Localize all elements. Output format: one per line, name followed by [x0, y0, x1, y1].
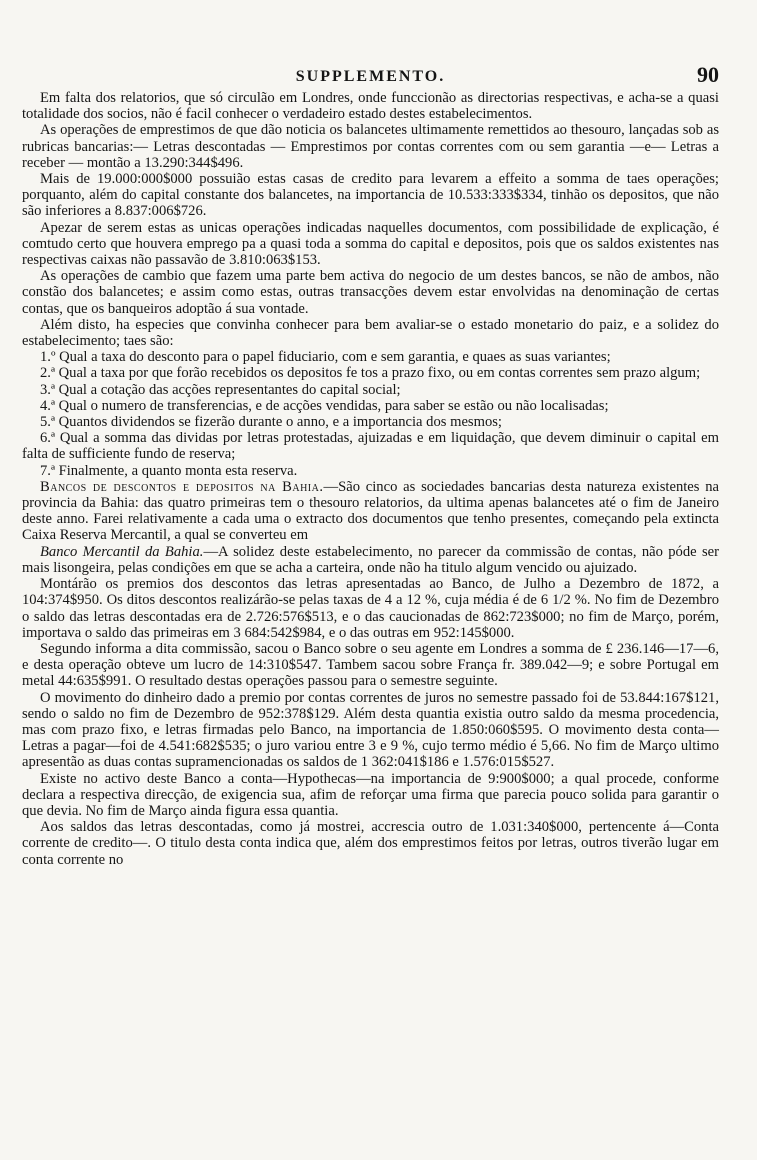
paragraph: Aos saldos das letras descontadas, como já mostrei, accrescia outro de 1.031:340$000, pertencente á—Conta corrente de credito—. O titulo desta conta indica que, além dos emprestimos feitos por letras, outros tiverão lugar em conta corrente no — [22, 819, 719, 868]
section-text: —São cinco as sociedades bancarias desta natureza existentes na provincia da Bahia: das quatro primeiras tem o thesouro relatorios, da ultima apenas balancetes até o fim de Janeiro deste anno. Farei relativamente a cada uma o extracto dos documentos que tenho presentes, começando pela extincta Caixa Reserva Mercantil, a qual se converteu em — [22, 478, 720, 544]
paragraph: As operações de emprestimos de que dão noticia os balancetes ultimamente remettidos ao thesouro, lançadas sob as rubricas bancarias:— Letras descontadas — Emprestimos por contas correntes com ou sem garantia —e— Letras a receber — montão a 13.290:344$496. — [22, 122, 719, 171]
list-item: 6.ª Qual a somma das dividas por letras protestadas, ajuizadas e em liquidação, que devem diminuir o capital em falta de sufficiente fundo de reserva; — [22, 430, 719, 463]
paragraph: O movimento do dinheiro dado a premio por contas correntes de juros no semestre passado foi de 53.844:167$121, sendo o saldo no fim de Dezembro de 952:378$129. Além desta quantia existia outro saldo da mesma procedencia, mas com prazo fixo, e letras firmadas pelo Banco, na importancia de 1.850:060$595. O movimento desta conta—Letras a pagar—foi de 4.541:682$535; o juro variou entre 3 e 9 %, cujo termo médio é 5,66. No fim de Março ultimo apresentão as duas contas supramencionadas os saldos de 1 362:041$186 e 1.576:015$527. — [22, 689, 719, 771]
paragraph: Segundo informa a dita commissão, sacou o Banco sobre o seu agente em Londres a somma de £ 236.146—17—6, e desta operação obteve um lucro de 14:310$547. Tambem sacou sobre França fr. 389.042—9; e sobre Portugal em metal 44:635$991. O resultado destas operações passou para o semestre seguinte. — [22, 640, 719, 690]
paragraph: Em falta dos relatorios, que só circulão em Londres, onde funccionão as directorias respectivas, e acha-se a quasi totalidade dos socios, não é facil conhecer o verdadeiro estado destes estabelecimentos. — [22, 90, 719, 123]
bank-text: —A solidez deste estabelecimento, no parecer da commissão de contas, não póde ser mais lisongeira, pelas condições em que se acha a carteira, onde não ha titulo algum vencido ou ajuizado. — [22, 543, 719, 576]
paragraph: Além disto, ha especies que convinha conhecer para bem avaliar-se o estado monetario do paiz, e a solidez do estabelecimento; taes são: — [22, 316, 719, 350]
page-number: 90 — [697, 62, 719, 87]
bank-name: Banco Mercantil da Bahia. — [40, 543, 204, 560]
list-item: 5.ª Quantos dividendos se fizerão durante o anno, e a importancia dos mesmos; — [40, 414, 502, 431]
list-item: 3.ª Qual a cotação das acções representantes do capital social; — [40, 381, 401, 398]
bank-paragraph — [22, 544, 719, 576]
page-header — [22, 0, 719, 90]
list-item: 7.ª Finalmente, a quanto monta esta reserva. — [40, 462, 298, 479]
paragraph: As operações de cambio que fazem uma parte bem activa do negocio de um destes bancos, se não de ambos, não constão dos balancetes; e assim como estas, outras transacções devem estar envolvidas na denominação de certas contas, que os banqueiros adoptão á sua vontade. — [22, 268, 719, 317]
paragraph: Mais de 19.000:000$000 possuião estas casas de credito para levarem a effeito a somma de taes operações; porquanto, além do capital constante dos balancetes, na importancia de 10.533:333$334, tinhão os depositos, que não são inferiores a 8.837:006$726. — [22, 171, 719, 220]
body-text — [22, 90, 719, 868]
list-item: 4.ª Qual o numero de transferencias, e de acções vendidas, para saber se estão ou não localisadas; — [40, 397, 609, 414]
paragraph: Apezar de serem estas as unicas operações indicadas naquelles documentos, com possibilidade de explicação, é comtudo certo que houvera emprego pa a quasi toda a somma do capital e depositos, pois que os saldos existentes nas respectivas caixas não passavão de 3.810:063$153. — [22, 219, 719, 269]
section-heading: Bancos de descontos e depositos na Bahia. — [40, 478, 324, 495]
section-paragraph — [22, 479, 719, 544]
list-item: 1.º Qual a taxa do desconto para o papel fiduciario, com e sem garantia, e quaes as suas variantes; — [40, 349, 611, 366]
list-item: 2.ª Qual a taxa por que forão recebidos os depositos fe tos a prazo fixo, ou em contas correntes sem prazo algum; — [40, 365, 701, 382]
running-title: SUPPLEMENTO. — [295, 68, 446, 85]
paragraph: Montárão os premios dos descontos das letras apresentadas ao Banco, de Julho a Dezembro de 1872, a 104:374$950. Os ditos descontos realizárão-se pelas taxas de 4 a 12 %, cuja média é de 6 1/2 %. No fim de Dezembro o saldo das letras descontadas era de 2.726:576$513, e o das caucionadas de 862:723$000; no fim de Março, porém, importava o saldo das primeiras em 3 684:542$984, e o das outras em 952:145$000. — [22, 576, 719, 641]
paragraph: Existe no activo deste Banco a conta—Hypothecas—na importancia de 9:900$000; a qual procede, conforme declara a respectiva direcção, de exigencia sua, afim de reforçar uma firma que parecia pouco solida para garantir o que devia. No fim de Março ainda figura essa quantia. — [22, 770, 719, 819]
